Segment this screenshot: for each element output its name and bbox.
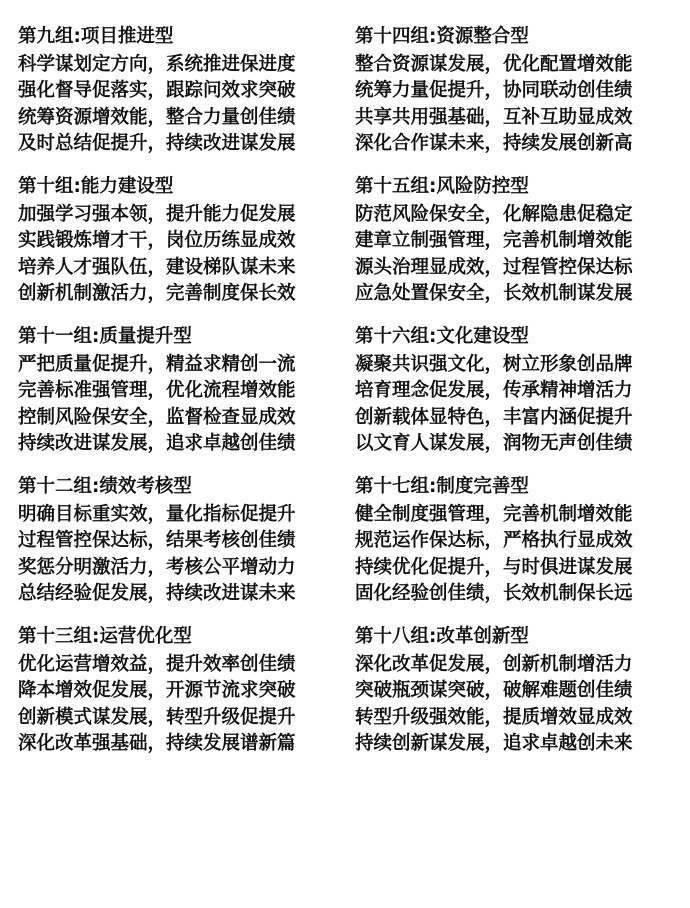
group-line: 奖惩分明激活力，考核公平增动力 (18, 556, 296, 578)
group-line: 过程管控保达标，结果考核创佳绩 (18, 530, 296, 552)
group-block (18, 24, 335, 158)
column-right (347, 24, 676, 898)
group-line: 源头治理显成效，过程管控保达标 (355, 256, 633, 278)
group-line: 深化改革促发展，创新机制增活力 (355, 653, 633, 675)
group-line: 持续优化促提升，与时俱进谋发展 (355, 556, 633, 578)
group-line: 持续创新谋发展，追求卓越创未来 (355, 733, 633, 755)
group-line: 统筹力量促提升，协同联动创佳绩 (355, 80, 633, 102)
group-line: 优化运营增效益，提升效率创佳绩 (18, 653, 296, 675)
column-left (18, 24, 347, 898)
group-line: 实践锻炼增才干，岗位历练显成效 (18, 230, 296, 252)
group-line: 降本增效促发展，开源节流求突破 (18, 680, 296, 702)
group-title: 第十五组:风险防控型 (355, 176, 529, 198)
group-lines (18, 352, 335, 459)
group-title: 第十三组:运营优化型 (18, 626, 192, 648)
group-lines (355, 352, 676, 459)
group-line: 以文育人谋发展，润物无声创佳绩 (355, 433, 633, 455)
group-line: 统筹资源增效能，整合力量创佳绩 (18, 106, 296, 128)
group-line: 严把质量促提升，精益求精创一流 (18, 353, 296, 375)
group-lines (355, 202, 676, 309)
group-line: 固化经验创佳绩，长效机制保长远 (355, 583, 633, 605)
group-block (355, 324, 676, 458)
group-block (18, 474, 335, 608)
group-line: 强化督导促落实，跟踪问效求突破 (18, 80, 296, 102)
group-title: 第十二组:绩效考核型 (18, 476, 192, 498)
group-title: 第十七组:制度完善型 (355, 476, 529, 498)
group-block (355, 624, 676, 758)
group-line: 凝聚共识强文化，树立形象创品牌 (355, 353, 633, 375)
group-block (355, 174, 676, 308)
group-lines (18, 202, 335, 309)
group-block (355, 474, 676, 608)
group-lines (18, 52, 335, 159)
group-lines (355, 652, 676, 759)
group-line: 转型升级强效能，提质增效显成效 (355, 706, 633, 728)
group-title: 第十八组:改革创新型 (355, 626, 529, 648)
group-line: 加强学习强本领，提升能力促发展 (18, 203, 296, 225)
group-line: 共享共用强基础，互补互助显成效 (355, 106, 633, 128)
group-line: 培育理念促发展，传承精神增活力 (355, 380, 633, 402)
group-line: 深化合作谋未来，持续发展创新高 (355, 133, 633, 155)
group-lines (18, 652, 335, 759)
group-line: 控制风险保安全，监督检查显成效 (18, 406, 296, 428)
group-line: 持续改进谋发展，追求卓越创佳绩 (18, 433, 296, 455)
group-lines (355, 502, 676, 609)
group-line: 创新载体显特色，丰富内涵促提升 (355, 406, 633, 428)
group-title: 第十一组:质量提升型 (18, 326, 192, 348)
group-block (18, 324, 335, 458)
group-line: 应急处置保安全，长效机制谋发展 (355, 283, 633, 305)
group-line: 完善标准强管理，优化流程增效能 (18, 380, 296, 402)
group-line: 创新机制激活力，完善制度保长效 (18, 283, 296, 305)
group-line: 突破瓶颈谋突破，破解难题创佳绩 (355, 680, 633, 702)
group-line: 科学谋划定方向，系统推进保进度 (18, 53, 296, 75)
group-title: 第十四组:资源整合型 (355, 26, 529, 47)
group-title: 第十六组:文化建设型 (355, 326, 529, 348)
group-line: 建章立制强管理，完善机制增效能 (355, 230, 633, 252)
group-title: 第九组:项目推进型 (18, 26, 174, 47)
group-line: 规范运作保达标，严格执行显成效 (355, 530, 633, 552)
group-line: 创新模式谋发展，转型升级促提升 (18, 706, 296, 728)
group-line: 健全制度强管理，完善机制增效能 (355, 503, 633, 525)
group-line: 及时总结促提升，持续改进谋发展 (18, 133, 296, 155)
group-lines (18, 502, 335, 609)
group-line: 明确目标重实效，量化指标促提升 (18, 503, 296, 525)
group-line: 防范风险保安全，化解隐患促稳定 (355, 203, 633, 225)
group-lines (355, 52, 676, 159)
group-block (18, 624, 335, 758)
group-line: 深化改革强基础，持续发展谱新篇 (18, 733, 296, 755)
group-block (18, 174, 335, 308)
group-line: 总结经验促发展，持续改进谋未来 (18, 583, 296, 605)
group-line: 培养人才强队伍，建设梯队谋未来 (18, 256, 296, 278)
group-block (355, 24, 676, 158)
group-line: 整合资源谋发展，优化配置增效能 (355, 53, 633, 75)
group-title: 第十组:能力建设型 (18, 176, 174, 198)
